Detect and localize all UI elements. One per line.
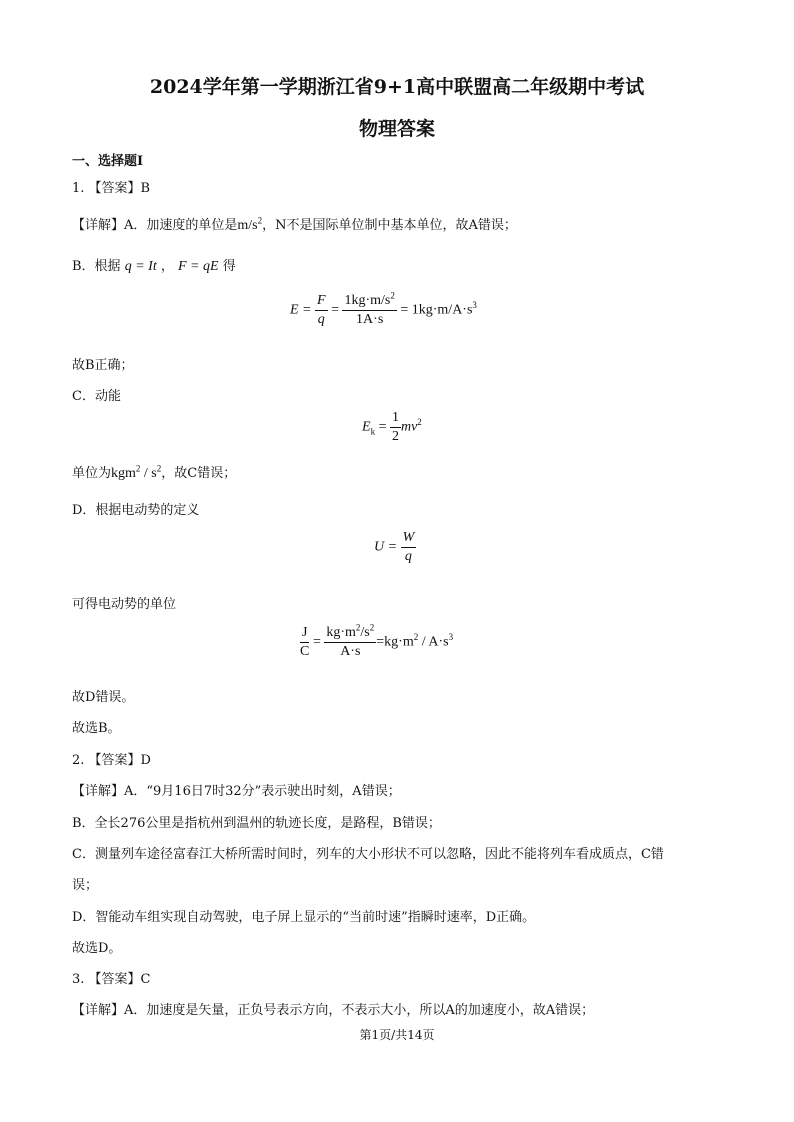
equation-ek: $E_k$ = $\frac{1}{2}$ $mv^2$ bbox=[362, 410, 422, 444]
page-footer: 第1页/共14页 bbox=[359, 1028, 435, 1042]
q3-answer: 3. 【答案】C bbox=[72, 972, 151, 987]
q1-d-intro: D．根据电动势的定义 bbox=[72, 503, 200, 518]
q2-choose: 故选D。 bbox=[72, 941, 122, 956]
section-heading: 一、选择题I bbox=[72, 154, 144, 169]
frac-f-over-q: $\frac{F}{q}$ bbox=[317, 293, 326, 327]
frac-kgm-over-as: $\frac{kg\cdot m^2/s^2}{A\cdot s}$ bbox=[326, 622, 375, 659]
q1-b-formula1: q = It bbox=[124, 259, 157, 274]
q3-detail-a: 【详解】A．加速度是矢量，正负号表示方向，不表示大小，所以A的加速度小，故A错误； bbox=[72, 1003, 595, 1018]
q1-c-unit: 单位为$kgm^2 / s^2$，故C错误； bbox=[72, 463, 237, 481]
q2-answer: 2. 【答案】D bbox=[72, 753, 151, 768]
q1-c-intro: C．动能 bbox=[72, 389, 121, 404]
q2-detail-a: 【详解】A．“9月16日7时32分”表示驶出时刻，A错误； bbox=[72, 784, 401, 799]
frac-j-over-c: $\frac{J}{C}$ bbox=[300, 625, 310, 659]
q1-answer: 1. 【答案】B bbox=[72, 181, 151, 196]
q1-d-conclusion: 故D错误。 bbox=[72, 690, 135, 705]
q2-detail-c2: 误； bbox=[72, 878, 99, 893]
q1-choose: 故选B。 bbox=[72, 721, 121, 736]
q2-detail-b: B．全长276公里是指杭州到温州的轨迹长度，是路程，B错误； bbox=[72, 816, 441, 831]
q2-detail-d: D．智能动车组实现自动驾驶，电子屏上显示的“当前时速”指瞬时速率，D正确。 bbox=[72, 910, 536, 925]
q1-detail-a-suffix: ，N不是国际单位制中基本单位，故A错误； bbox=[262, 218, 517, 233]
frac-one-half: $\frac{1}{2}$ bbox=[391, 410, 399, 444]
q1-b-line: B．根据 q = It ， F = qE 得 bbox=[72, 259, 236, 274]
page-subtitle: 物理答案 bbox=[358, 118, 435, 140]
q1-detail-a-unit: $m/s^2$ bbox=[237, 215, 263, 233]
frac-kg-over-as: $\frac{1kg\cdot m/s^2}{1A\cdot s}$ bbox=[344, 290, 395, 327]
q1-b-conclusion: 故B正确； bbox=[72, 358, 134, 373]
q1-d-unit-intro: 可得电动势的单位 bbox=[72, 597, 177, 612]
q1-detail-a-prefix: 【详解】A．加速度的单位是 bbox=[72, 218, 238, 233]
frac-w-over-q: $\frac{W}{q}$ bbox=[402, 530, 415, 564]
equation-jc: $\frac{J}{C}$ = $\frac{kg\cdot m^2/s^2}{A\cdot s}$ $=kg\cdot m^2 / A\cdot s^3$ bbox=[300, 622, 454, 659]
equation-u: U = $\frac{W}{q}$ bbox=[374, 530, 415, 564]
q1-b-formula2: F = qE bbox=[178, 259, 219, 274]
q2-detail-c1: C．测量列车途径富春江大桥所需时间时，列车的大小形状不可以忽略，因此不能将列车看成质点，C错 bbox=[72, 847, 664, 862]
equation-e: E = $\frac{F}{q}$ = $\frac{1kg\cdot m/s^2}{1A\cdot s}$ = $1kg\cdot m/A\cdot s^3$ bbox=[290, 290, 477, 327]
q1-detail-a bbox=[72, 214, 517, 234]
page-title: 2024学年第一学期浙江省9+1高中联盟高二年级期中考试 bbox=[149, 76, 645, 98]
